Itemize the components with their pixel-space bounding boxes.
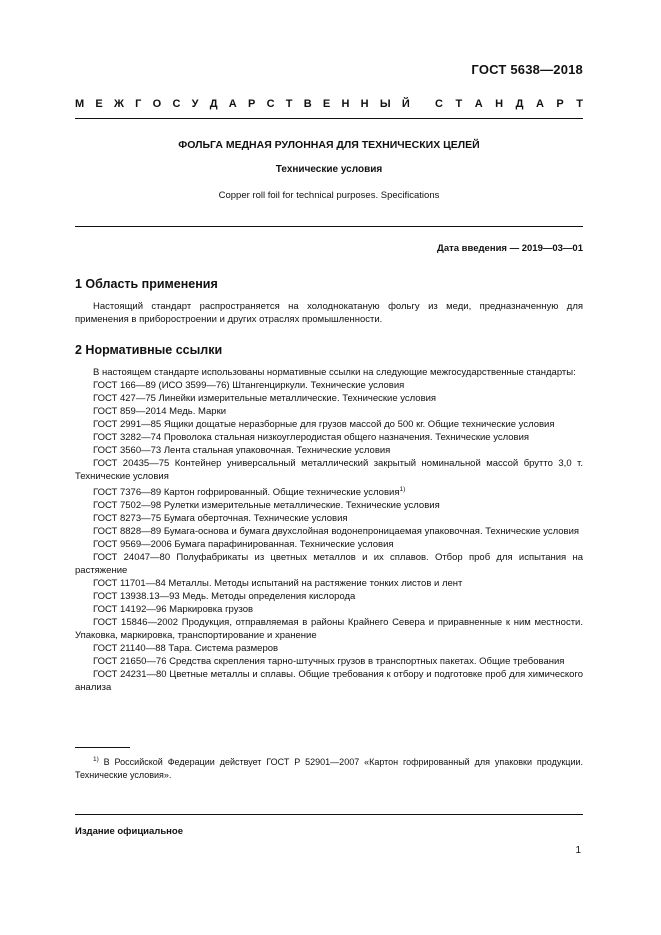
- reference-item: ГОСТ 11701—84 Металлы. Методы испытаний на растяжение тонких листов и лент: [93, 578, 463, 590]
- reference-item: ГОСТ 13938.13—93 Медь. Методы определения кислорода: [93, 591, 356, 603]
- banner-letter: Р: [247, 98, 256, 110]
- banner-letter: Д: [209, 98, 218, 110]
- footer-rule: [75, 814, 583, 815]
- banner-letter: А: [474, 98, 483, 110]
- reference-item: ГОСТ 427—75 Линейки измерительные металлические. Технические условия: [93, 393, 437, 404]
- page-number: 1: [575, 845, 581, 856]
- banner-letter: О: [152, 98, 162, 110]
- official-edition-label: Издание официальное: [75, 826, 183, 837]
- banner-letter: С: [435, 98, 443, 110]
- reference-item: ГОСТ 21140—88 Тара. Система размеров: [93, 643, 279, 655]
- reference-item: ГОСТ 3560—73 Лента стальная упаковочная. Технические условия: [93, 445, 391, 456]
- references-list: [75, 379, 583, 694]
- reference-item: ГОСТ 8828—89 Бумага-основа и бумага двухслойная водонепроницаемая упаковочная. Технические условия: [93, 526, 580, 538]
- top-rule: [75, 118, 583, 119]
- section-heading-references: 2 Нормативные ссылки: [75, 343, 223, 357]
- document-title: ФОЛЬГА МЕДНАЯ РУЛОННАЯ ДЛЯ ТЕХНИЧЕСКИХ ЦЕЛЕЙ: [178, 139, 480, 151]
- banner-letter: Т: [576, 98, 583, 110]
- english-title: Copper roll foil for technical purposes. Specifications: [218, 190, 440, 201]
- gost-code: ГОСТ 5638—2018: [471, 62, 583, 77]
- reference-item: ГОСТ 24231—80 Цветные металлы и сплавы. Общие требования к отбору и подготовке проб для химического анализа: [75, 669, 583, 694]
- reference-item: ГОСТ 2991—85 Ящики дощатые неразборные для грузов массой до 500 кг. Общие технические условия: [93, 419, 555, 430]
- banner-letter: А: [228, 98, 237, 110]
- title-bottom-rule: [75, 226, 583, 227]
- interstate-word-1: [75, 98, 410, 110]
- banner-letter: Ы: [379, 98, 391, 110]
- reference-footnote-marker: 1): [399, 486, 406, 493]
- banner-letter: Р: [556, 98, 564, 110]
- banner-letter: Т: [455, 98, 463, 110]
- banner-letter: Н: [341, 98, 350, 110]
- interstate-standard-banner: [75, 98, 583, 110]
- footnote-text: В Российской Федерации действует ГОСТ Р 52901—2007 «Картон гофрированный для упаковки продукции. Технические условия».: [75, 757, 583, 780]
- footnote: [75, 753, 583, 782]
- interstate-word-2: [435, 98, 583, 110]
- section-heading-scope: 1 Область применения: [75, 277, 218, 291]
- banner-letter: В: [303, 98, 312, 110]
- reference-item: ГОСТ 24047—80 Полуфабрикаты из цветных металлов и их сплавов. Отбор проб для испытания на растяжение: [75, 552, 583, 577]
- banner-letter: Г: [135, 98, 142, 110]
- banner-letter: Е: [322, 98, 331, 110]
- scope-paragraph: Настоящий стандарт распространяется на холоднокатаную фольгу из меди, предназначенную для применения в приборостроении и других отраслях промышленности.: [75, 301, 583, 325]
- banner-letter: С: [172, 98, 181, 110]
- introduction-date: Дата введения — 2019—03—01: [437, 243, 583, 254]
- reference-item: ГОСТ 3282—74 Проволока стальная низкоуглеродистая общего назначения. Технические условия: [93, 432, 530, 443]
- banner-letter: Т: [285, 98, 293, 110]
- reference-item: ГОСТ 21650—76 Средства скрепления тарно-штучных грузов в транспортных пакетах. Общие требования: [93, 656, 565, 668]
- section-normative-references: [75, 344, 583, 694]
- reference-item: ГОСТ 8273—75 Бумага оберточная. Технические условия: [93, 513, 348, 525]
- banner-letter: С: [266, 98, 275, 110]
- banner-letter: Е: [95, 98, 103, 110]
- reference-item: ГОСТ 7376—89 Картон гофрированный. Общие технические условия$^{1)}$: [93, 486, 406, 499]
- references-intro: В настоящем стандарте использованы нормативные ссылки на следующие межгосударственные стандарты:: [93, 367, 576, 378]
- banner-letter: Д: [515, 98, 524, 110]
- reference-item: ГОСТ 9569—2006 Бумага парафинированная. Технические условия: [93, 539, 394, 551]
- banner-letter: Н: [495, 98, 504, 110]
- reference-item: ГОСТ 14192—96 Маркировка грузов: [93, 604, 254, 616]
- banner-letter: Н: [360, 98, 369, 110]
- section-scope: [75, 278, 583, 326]
- reference-item: ГОСТ 166—89 (ИСО 3599—76) Штангенциркули. Технические условия: [93, 380, 405, 391]
- reference-item: ГОСТ 859—2014 Медь. Марки: [93, 406, 227, 417]
- banner-letter: У: [191, 98, 199, 110]
- banner-letter: Й: [401, 98, 410, 110]
- reference-item: ГОСТ 15846—2002 Продукция, отправляемая в районы Крайнего Севера и приравненные к ним местности. Упаковка, маркировка, транспортирование и хранение: [75, 617, 583, 642]
- reference-item: ГОСТ 7502—98 Рулетки измерительные металлические. Технические условия: [93, 500, 440, 512]
- footnote-separator: [75, 747, 130, 748]
- banner-letter: М: [75, 98, 85, 110]
- document-subtitle: Технические условия: [275, 164, 383, 175]
- banner-letter: А: [535, 98, 544, 110]
- footnote-marker: 1): [93, 756, 99, 763]
- reference-item: ГОСТ 20435—75 Контейнер универсальный металлический закрытый номинальной массой брутто 3,0 т. Технические условия: [75, 458, 583, 482]
- banner-letter: Ж: [113, 98, 124, 110]
